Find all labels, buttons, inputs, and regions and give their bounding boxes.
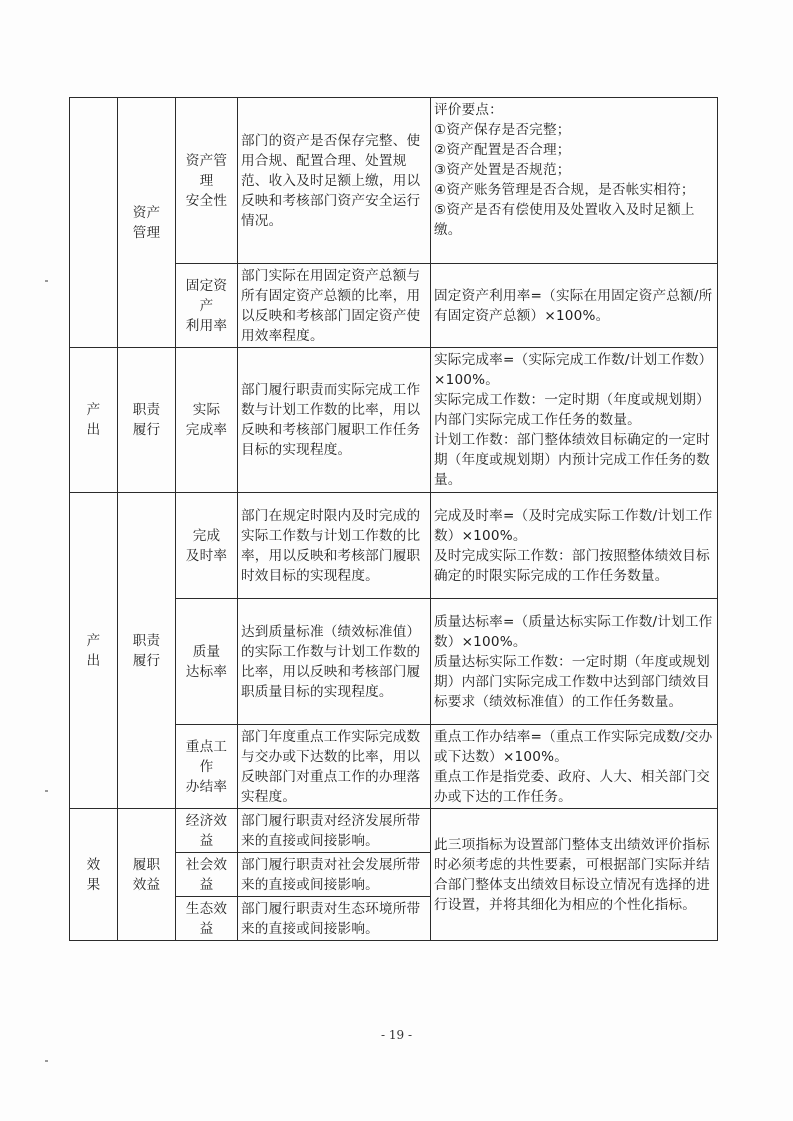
criteria-line: 完成及时率=（及时完成实际工作数/计划工作数）×100%。	[434, 507, 713, 544]
level1-label: 效果	[86, 856, 101, 893]
criteria-line: 实际完成率=（实际完成工作数/计划工作数）×100%。	[434, 352, 713, 388]
indicator-name-cell	[176, 725, 238, 809]
level1-cell	[70, 348, 118, 493]
level2-cell	[118, 98, 176, 348]
indicator-name-line: 固定资	[185, 277, 228, 294]
criteria-line: ③资产处置是否规范；	[434, 162, 571, 178]
indicator-name-line: 完成	[192, 527, 221, 544]
level1-cell	[70, 98, 118, 348]
criteria-line: 实际完成工作数：一定时期（年度或规划期）内部门实际完成工作任务的数量。	[434, 392, 710, 428]
indicator-name-cell	[176, 348, 238, 493]
level2-cell	[118, 809, 176, 941]
evaluation-criteria: 固定资产利用率=（实际在用固定资产总额/所有固定资产总额）×100%。	[431, 264, 718, 348]
indicator-name-line: 社会效	[185, 856, 228, 873]
table-row	[70, 809, 718, 853]
indicator-description: 部门履行职责对社会发展所带来的直接或间接影响。	[238, 853, 431, 897]
indicator-name-cell	[176, 853, 238, 897]
criteria-line: ④资产账务管理是否合规，是否帐实相符；	[434, 182, 695, 198]
criteria-line: 质量达标率=（质量达标实际工作数/计划工作数）×100%。	[434, 613, 713, 650]
criteria-line: 及时完成实际工作数：部门按照整体绩效目标确定的时限实际完成的工作任务数量。	[434, 547, 710, 584]
indicator-description: 部门实际在用固定资产总额与所有固定资产总额的比率，用以反映和考核部门固定资产使用效率程度。	[238, 264, 431, 348]
indicator-description: 部门在规定时限内及时完成的实际工作数与计划工作数的比率，用以反映和考核部门履职时效目标的实现程度。	[238, 493, 431, 599]
evaluation-criteria	[431, 493, 718, 599]
scan-speck	[45, 790, 48, 792]
level1-label: 产出	[86, 402, 101, 438]
level1-label: 产出	[86, 632, 101, 669]
evaluation-criteria	[431, 725, 718, 809]
indicator-name-line: 益	[199, 920, 214, 937]
indicator-name-line: 及时率	[185, 547, 228, 564]
scan-speck	[45, 280, 48, 282]
indicator-name-line: 完成率	[185, 422, 228, 438]
level2-label: 职责履行	[132, 632, 161, 669]
level2-label: 资产管理	[132, 204, 161, 241]
table-row	[70, 98, 718, 264]
indicator-description: 部门的资产是否保存完整、使用合规、配置合理、处置规范、收入及时足额上缴，用以反映和考核部门资产安全运行情况。	[238, 98, 431, 264]
criteria-line: 重点工作是指党委、政府、人大、相关部门交办或下达的工作任务。	[434, 768, 710, 805]
indicator-description: 部门履行职责对经济发展所带来的直接或间接影响。	[238, 809, 431, 853]
indicator-name-line: 达标率	[185, 663, 228, 680]
indicator-description: 部门履行职责而实际完成工作数与计划工作数的比率，用以反映和考核部门履职工作任务目标的实现程度。	[238, 348, 431, 493]
indicator-name-cell	[176, 493, 238, 599]
level1-cell	[70, 809, 118, 941]
table-row	[70, 348, 718, 493]
level1-cell	[70, 493, 118, 809]
table-row	[70, 493, 718, 599]
indicator-name-cell	[176, 264, 238, 348]
indicator-name-line: 资产管	[185, 152, 228, 169]
indicator-name-line: 产	[199, 297, 214, 314]
level2-cell	[118, 493, 176, 809]
indicator-name-line: 质量	[192, 643, 221, 660]
indicator-name-line: 办结率	[185, 778, 228, 795]
indicator-name-line: 生态效	[185, 900, 228, 917]
indicator-name-line: 益	[199, 876, 214, 893]
indicator-name-line: 益	[199, 832, 214, 849]
level2-label: 职责履行	[132, 402, 161, 438]
criteria-line: 计划工作数：部门整体绩效目标确定的一定时期（年度或规划期）内预计完成工作任务的数量。	[434, 432, 710, 488]
indicator-description: 达到质量标准（绩效标准值）的实际工作数与计划工作数的比率，用以反映和考核部门履职质量目标的实现程度。	[238, 599, 431, 725]
criteria-line: ②资产配置是否合理；	[434, 142, 571, 158]
indicator-name-line: 重点工	[185, 738, 228, 755]
evaluation-criteria	[431, 348, 718, 493]
indicator-name-line: 安全性	[185, 192, 228, 209]
indicator-name-cell	[176, 98, 238, 264]
page-number: - 19 -	[380, 1028, 412, 1042]
indicator-name-cell	[176, 809, 238, 853]
indicator-name-line: 作	[199, 758, 214, 775]
indicator-table	[69, 97, 718, 941]
indicator-name-line: 利用率	[185, 317, 228, 334]
indicator-description: 部门年度重点工作实际完成数与交办或下达数的比率，用以反映部门对重点工作的办理落实程度。	[238, 725, 431, 809]
level2-label: 履职效益	[132, 856, 161, 893]
evaluation-criteria	[431, 98, 718, 264]
level2-cell	[118, 348, 176, 493]
evaluation-criteria: 此三项指标为设置部门整体支出绩效评价指标时必须考虑的共性要素，可根据部门实际并结合部门整体支出绩效目标设立情况有选择的进行设置，并将其细化为相应的个性化指标。	[431, 809, 718, 941]
indicator-name-line: 经济效	[185, 812, 228, 829]
criteria-line: ⑤资产是否有偿使用及处置收入及时足额上缴。	[434, 202, 695, 238]
scan-speck	[45, 1060, 48, 1062]
criteria-line: 质量达标实际工作数：一定时期（年度或规划期）内部门实际完成工作数中达到部门绩效目标要求（绩效标准值）的工作任务数量。	[434, 653, 710, 710]
criteria-line: ①资产保存是否完整；	[434, 122, 571, 138]
indicator-description: 部门履行职责对生态环境所带来的直接或间接影响。	[238, 897, 431, 941]
indicator-name-cell	[176, 897, 238, 941]
criteria-line: 评价要点：	[434, 102, 503, 118]
indicator-name-line: 理	[199, 172, 214, 189]
evaluation-criteria	[431, 599, 718, 725]
indicator-name-cell	[176, 599, 238, 725]
criteria-line: 重点工作办结率=（重点工作实际完成数/交办或下达数）×100%。	[434, 728, 713, 765]
indicator-name-line: 实际	[192, 402, 221, 418]
